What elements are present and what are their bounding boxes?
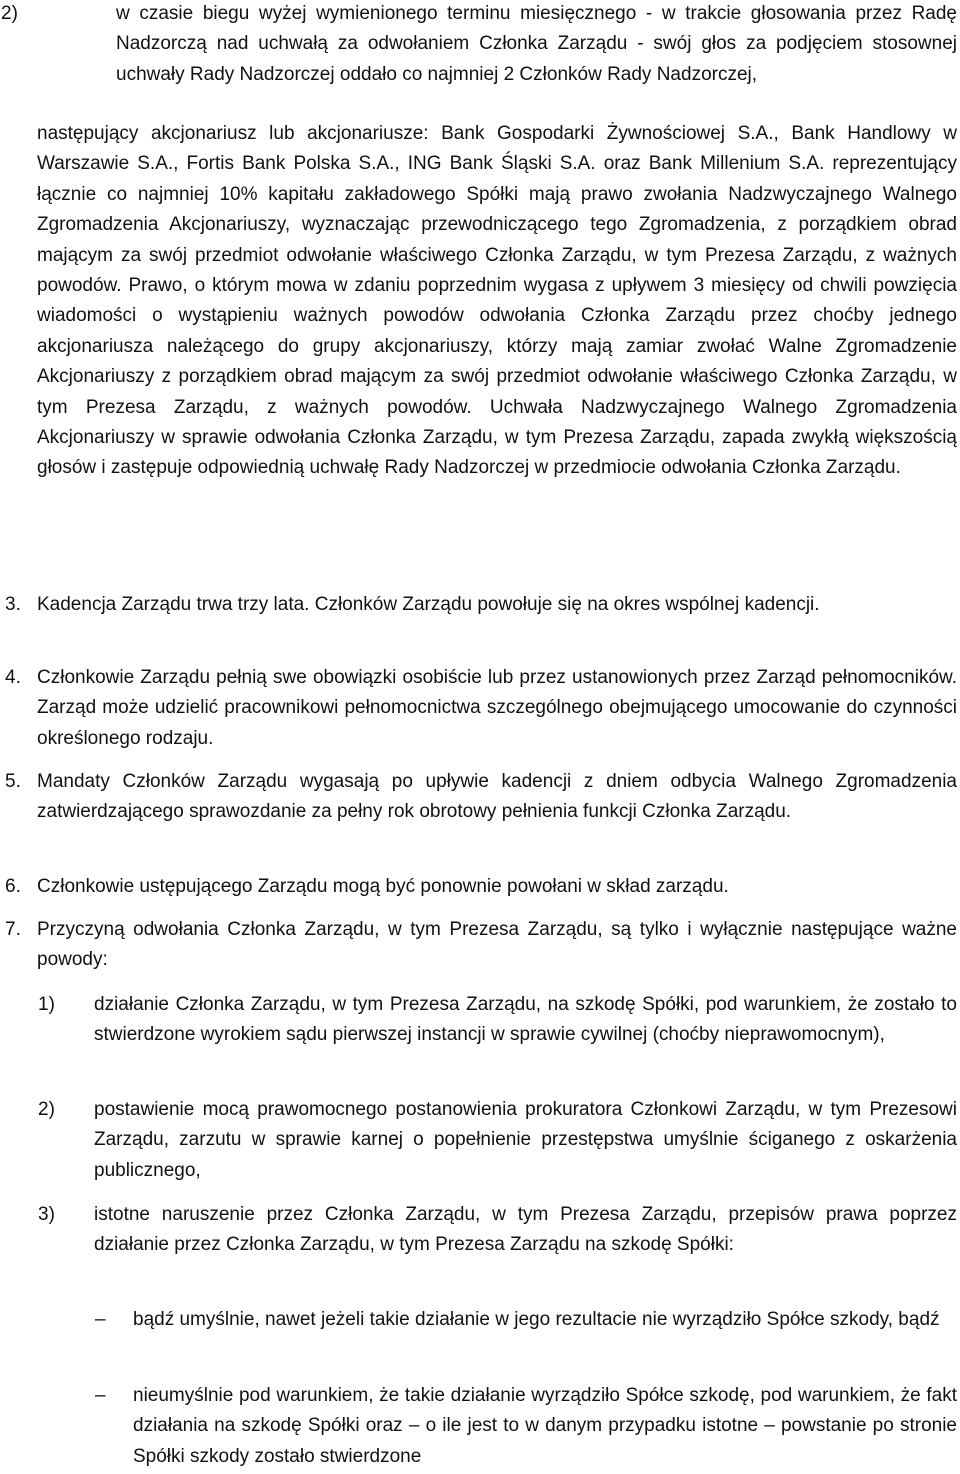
continuation-paragraph xyxy=(37,119,957,484)
item-4-number: 4. xyxy=(5,667,21,688)
dash-item-2-text: nieumyślnie pod warunkiem, że takie działanie wyrządziło Spółce szkodę, pod warunkiem, że fakt działania na szkodę Spółki oraz – o ile jest to w danym przypadku istotne – powstanie po stronie Spółki szkody zostało stwierdzone xyxy=(133,1385,957,1467)
sub-item-2 xyxy=(38,1095,957,1186)
item-7-number: 7. xyxy=(5,919,21,940)
item-3-number: 3. xyxy=(5,594,21,615)
dash-bullet-icon: – xyxy=(95,1309,106,1330)
item-5-number: 5. xyxy=(5,771,21,792)
item-7-text: Przyczyną odwołania Członka Zarządu, w tym Prezesa Zarządu, są tylko i wyłącznie następujące ważne powody: xyxy=(37,919,957,971)
sub-item-1-text: działanie Członka Zarządu, w tym Prezesa Zarządu, na szkodę Spółki, pod warunkiem, że zostało to stwierdzone wyrokiem sądu pierwszej instancji w sprawie cywilnej (choćby nieprawomocnym), xyxy=(94,994,957,1046)
item-6-number: 6. xyxy=(5,876,21,897)
dash-item-1-text: bądź umyślnie, nawet jeżeli takie działanie w jego rezultacie nie wyrządziło Spółce szkody, bądź xyxy=(133,1309,940,1330)
list-item-5 xyxy=(5,767,957,828)
sub-item-1-number: 1) xyxy=(38,994,55,1015)
dash-item-1 xyxy=(95,1305,957,1335)
list-item-4 xyxy=(5,663,957,754)
item-4-text: Członkowie Zarządu pełnią swe obowiązki osobiście lub przez ustanowionych przez Zarząd pełnomocników. Zarząd może udzielić pracownikowi pełnomocnictwa szczególnego obejmującego umocowanie do czynności określonego rodzaju. xyxy=(37,667,957,749)
list-item-point-2 xyxy=(0,0,957,90)
item-5-text: Mandaty Członków Zarządu wygasają po upływie kadencji z dniem odbycia Walnego Zgromadzenia zatwierdzającego sprawozdanie za pełny rok obrotowy pełnienia funkcji Członka Zarządu. xyxy=(37,771,957,823)
sub-item-3-text: istotne naruszenie przez Członka Zarządu, w tym Prezesa Zarządu, przepisów prawa poprzez działanie przez Członka Zarządu, w tym Prezesa Zarządu na szkodę Spółki: xyxy=(94,1204,957,1256)
item-6-text: Członkowie ustępującego Zarządu mogą być ponownie powołani w skład zarządu. xyxy=(37,876,729,897)
sub-item-2-number: 2) xyxy=(38,1099,55,1120)
point-2-number: 2) xyxy=(1,3,18,24)
item-3-text: Kadencja Zarządu trwa trzy lata. Członków Zarządu powołuje się na okres wspólnej kadencji. xyxy=(37,594,820,615)
dash-bullet-icon: – xyxy=(95,1385,106,1406)
list-item-6 xyxy=(5,872,957,902)
sub-item-3 xyxy=(38,1200,957,1261)
list-item-3 xyxy=(5,590,957,620)
point-2-text: w czasie biegu wyżej wymienionego terminu miesięcznego - w trakcie głosowania przez Radę Nadzorczą nad uchwałą za odwołaniem Członka Zarządu - swój głos za podjęciem stosownej uchwały Rady Nadzorczej oddało co najmniej 2 Członków Rady Nadzorczej, xyxy=(116,3,957,85)
sub-item-2-text: postawienie mocą prawomocnego postanowienia prokuratora Członkowi Zarządu, w tym Prezesowi Zarządu, zarzutu w sprawie karnej o popełnienie przestępstwa umyślnie ściganego z oskarżenia publicznego, xyxy=(94,1099,957,1181)
continuation-text: następujący akcjonariusz lub akcjonariusze: Bank Gospodarki Żywnościowej S.A., Bank Handlowy w Warszawie S.A., Fortis Bank Polska S.A., ING Bank Śląski S.A. oraz Bank Millenium S.A. reprezentujący łącznie co najmniej 10% kapitału zakładowego Spółki mają prawo zwołania Nadzwyczajnego Walnego Zgromadzenia Akcjonariuszy, wyznaczając przewodniczącego tego Zgromadzenia, z porządkiem obrad mającym za swój przedmiot odwołanie właściwego Członka Zarządu, w tym Prezesa Zarządu, z ważnych powodów. Prawo, o którym mowa w zdaniu poprzednim wygasa z upływem 3 miesięcy od chwili powzięcia wiadomości o wystąpieniu ważnych powodów odwołania Członka Zarządu przez choćby jednego akcjonariusza należącego do grupy akcjonariuszy, którzy mają zamiar zwołać Walne Zgromadzenie Akcjonariuszy z porządkiem obrad mającym za swój przedmiot odwołanie właściwego Członka Zarządu, w tym Prezesa Zarządu, z ważnych powodów. Uchwała Nadzwyczajnego Walnego Zgromadzenia Akcjonariuszy w sprawie odwołania Członka Zarządu, w tym Prezesa Zarządu, zapada zwykłą większością głosów i zastępuje odpowiednią uchwałę Rady Nadzorczej w przedmiocie odwołania Członka Zarządu. xyxy=(37,123,957,479)
sub-item-1 xyxy=(38,990,957,1051)
dash-item-2 xyxy=(95,1381,957,1472)
sub-item-3-number: 3) xyxy=(38,1204,55,1225)
list-item-7 xyxy=(5,915,957,976)
